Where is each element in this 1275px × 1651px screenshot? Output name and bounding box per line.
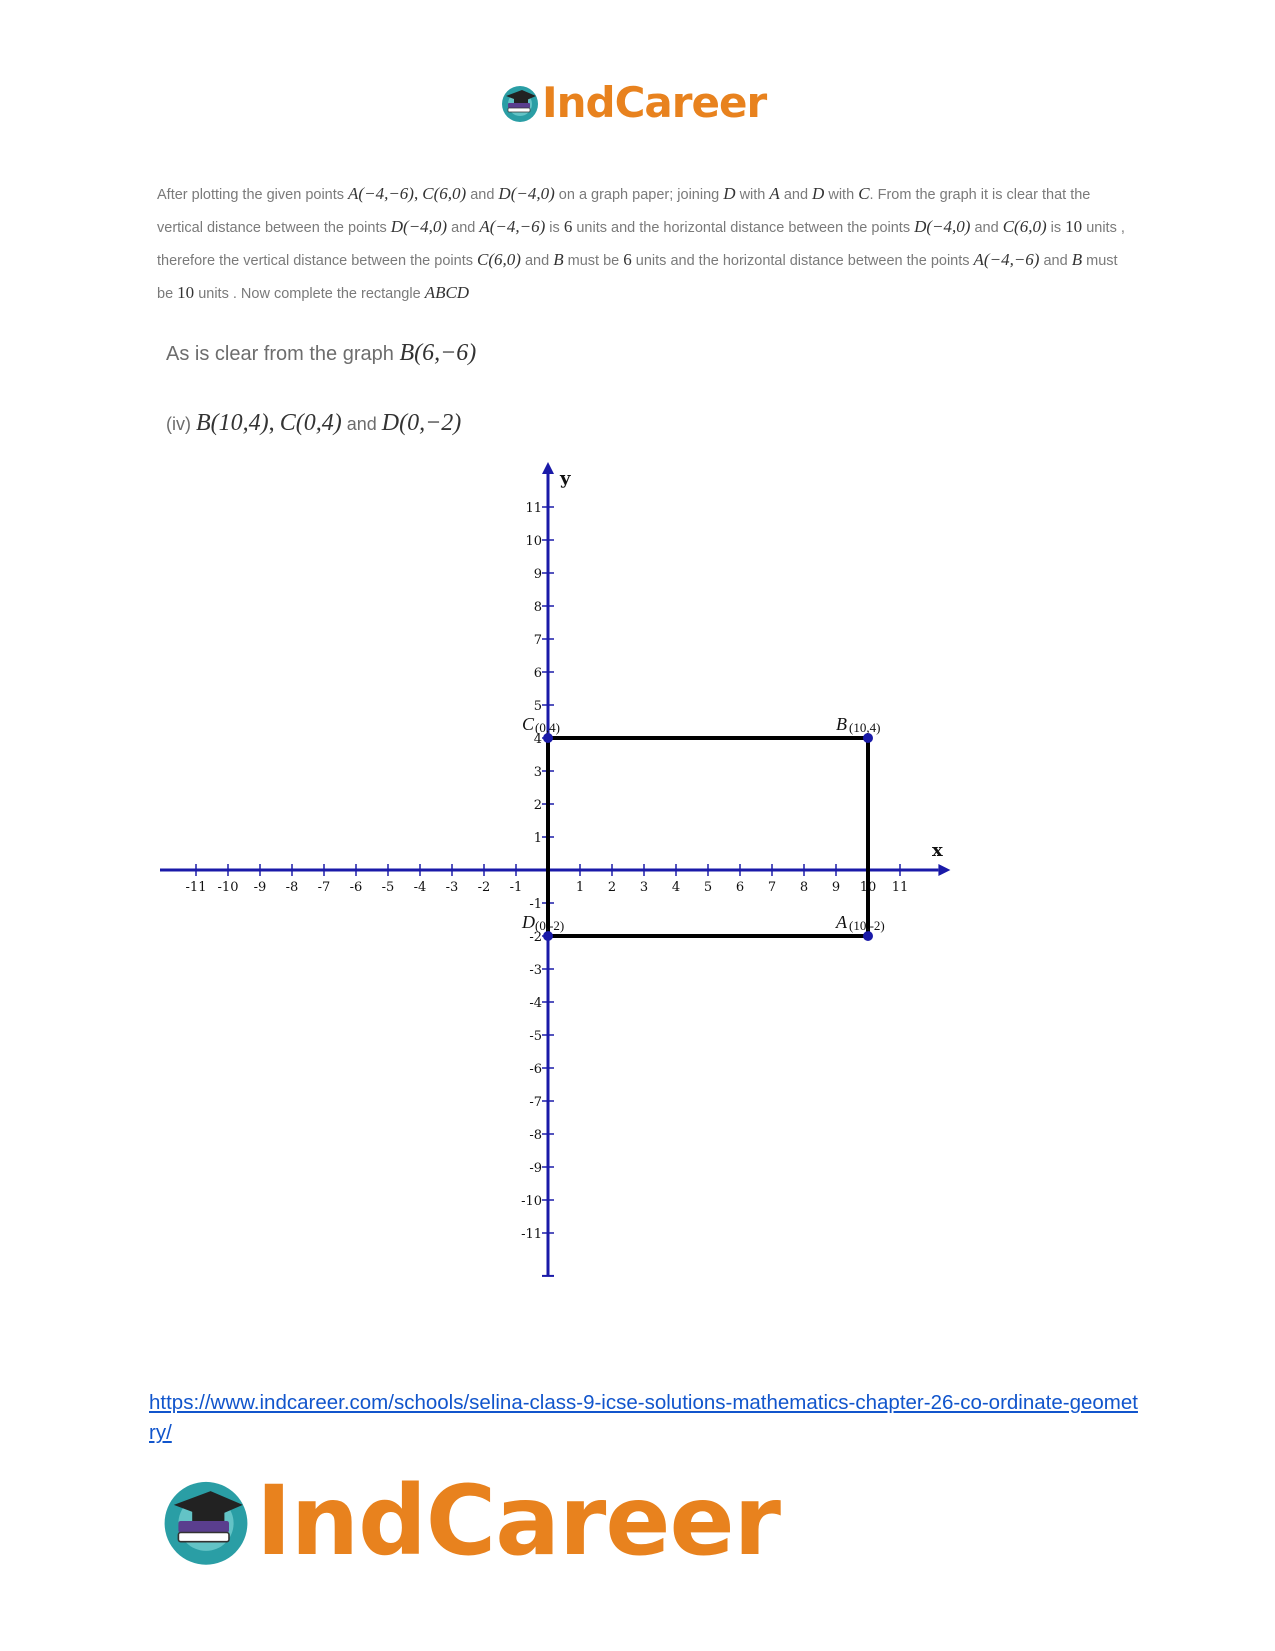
x-tick-label: -4 [413,880,427,895]
y-tick-label: -1 [529,897,542,912]
x-tick-label: -3 [445,880,459,895]
y-tick-label: -9 [529,1161,542,1176]
logo-top [500,78,766,127]
y-tick-label: 7 [533,633,542,648]
source-link[interactable]: https://www.indcareer.com/schools/selina-class-9-icse-solutions-mathematics-chapter-26-co-ordinate-geometry/ [149,1391,1138,1444]
x-tick-label: -1 [509,880,523,895]
point-name-a: A [836,912,847,932]
point-coord-b: (10,4) [849,720,881,735]
graph-conclusion: As is clear from the graph B(6,−6) [166,340,477,366]
x-tick-label: 9 [831,880,841,895]
y-tick-label: 9 [533,567,542,582]
graduation-cap-book-icon [500,83,540,123]
x-tick-label: 8 [799,880,809,895]
solution-paragraph: After plotting the given points A(−4,−6), C(6,0) and D(−4,0) on a graph paper; joining D with A and D with C. From the graph it is clear that the vertical distance between the points D(−4,0) and A(−4,−6) is 6 units and the horizontal distance between the points D(−4,0) and C(6,0) is 10 units , therefore the vertical distance between the points C(6,0) and B must be 6 units and the horizontal distance between the points A(−4,−6) and B must be 10 units . Now complete the rectangle ABCD [157,184,1125,302]
x-tick-label: -8 [285,880,299,895]
x-tick-label: -2 [477,880,491,895]
part-iv-heading: (iv) B(10,4), C(0,4) and D(0,−2) [166,410,462,436]
x-tick-label: -11 [185,880,207,895]
x-tick-label: 2 [607,880,617,895]
x-axis-label: x [932,840,943,861]
y-tick-label: -5 [529,1029,542,1044]
x-tick-label: 5 [703,880,713,895]
point-coord-d: (0,-2) [535,918,565,933]
x-tick-label: -9 [253,880,267,895]
point-name-b: B [836,714,847,734]
y-tick-label: -10 [521,1194,542,1209]
x-tick-label: 1 [575,880,585,895]
x-tick-label: 3 [639,880,649,895]
x-axis-arrow [938,864,950,876]
y-tick-label: 6 [533,666,542,681]
y-tick-label: 2 [533,798,542,813]
y-tick-label: 10 [525,534,542,549]
y-tick-label: 8 [533,600,542,615]
y-tick-label: -7 [529,1095,542,1110]
y-tick-label: 5 [533,699,542,714]
logo-text: IndCareer [256,1465,780,1577]
x-tick-label: -6 [349,880,363,895]
graduation-cap-book-icon [160,1475,252,1567]
point-name-c: C [522,714,535,734]
x-tick-label: 4 [671,880,681,895]
logo-text: IndCareer [542,78,767,127]
y-tick-label: -2 [529,930,542,945]
y-tick-label: -11 [521,1227,542,1242]
y-axis-arrow [542,462,554,474]
x-tick-label: 6 [735,880,745,895]
x-tick-label: 11 [891,880,909,895]
y-tick-label: 11 [525,501,542,516]
point-coord-c: (0,4) [535,720,560,735]
x-tick-label: 7 [767,880,777,895]
x-tick-label: -5 [381,880,395,895]
x-tick-label: -7 [317,880,331,895]
y-tick-label: -4 [529,996,542,1011]
logo-bottom [160,1465,780,1577]
y-tick-label: 4 [533,732,542,747]
y-axis-label: y [560,467,571,489]
point-name-d: D [522,912,535,932]
y-tick-label: -6 [529,1062,542,1077]
point-coord-a: (10,-2) [849,918,885,933]
coordinate-graph [160,467,943,1280]
y-tick-label: 1 [533,831,542,846]
y-tick-label: -3 [529,963,542,978]
x-tick-label: -10 [217,880,239,895]
y-tick-label: 3 [533,765,542,780]
y-tick-label: -8 [529,1128,542,1143]
rectangle-abcd [548,738,868,936]
x-tick-label: 10 [859,880,877,895]
